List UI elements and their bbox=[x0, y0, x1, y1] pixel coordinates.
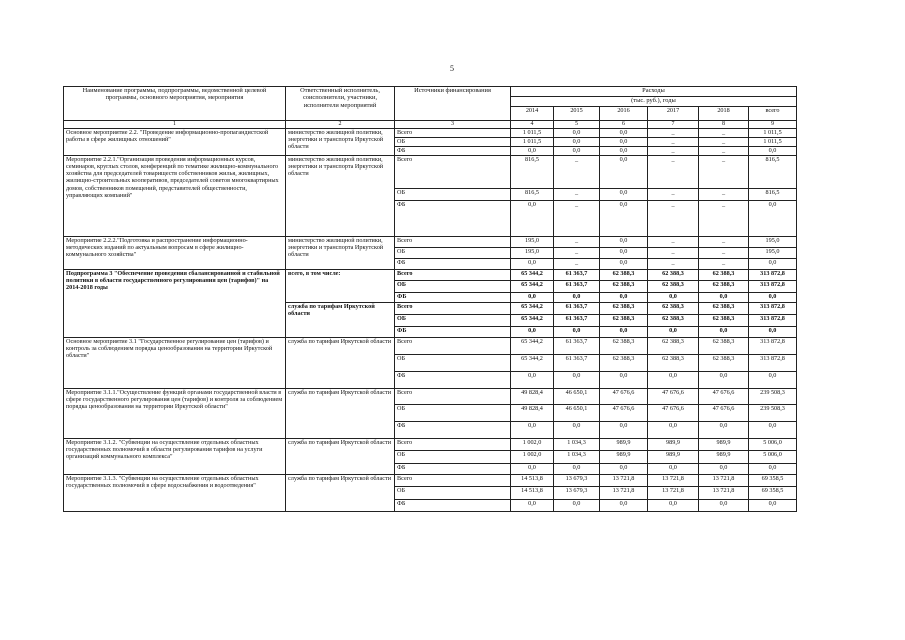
amount-cell: 49 828,4 bbox=[511, 389, 554, 405]
amount-cell: 0,0 bbox=[600, 422, 648, 439]
amount-cell: 62 388,3 bbox=[648, 338, 699, 355]
responsible-executor: служба по тарифам Иркутской области bbox=[286, 338, 395, 389]
amount-cell: _ bbox=[648, 259, 699, 270]
amount-cell: 69 358,5 bbox=[749, 475, 797, 487]
responsible-executor: министерство жилищной политики, энергетики и транспорта Иркутской области bbox=[286, 156, 395, 237]
amount-cell: 1 002,0 bbox=[511, 451, 554, 464]
amount-cell: _ bbox=[699, 129, 749, 138]
column-number: 4 bbox=[511, 121, 554, 129]
funding-source: ФБ bbox=[395, 372, 511, 389]
amount-cell: 0,0 bbox=[749, 464, 797, 475]
amount-cell: 0,0 bbox=[600, 138, 648, 147]
amount-cell: _ bbox=[648, 189, 699, 201]
amount-cell: 65 344,2 bbox=[511, 315, 554, 327]
funding-source: Всего bbox=[395, 129, 511, 138]
amount-cell: _ bbox=[554, 156, 600, 189]
year-header: всего bbox=[749, 107, 797, 121]
amount-cell: _ bbox=[648, 248, 699, 259]
amount-cell: 0,0 bbox=[600, 201, 648, 237]
amount-cell: 1 011,5 bbox=[511, 129, 554, 138]
amount-cell: _ bbox=[699, 138, 749, 147]
funding-source: Всего bbox=[395, 338, 511, 355]
amount-cell: 47 676,6 bbox=[600, 389, 648, 405]
table-row bbox=[64, 156, 797, 189]
activity-name: Мероприятие 2.2.2."Подготовка и распространение информационно-методических изданий по актуальным вопросам в сфере жилищно-коммунального хозяйства" bbox=[64, 237, 286, 270]
amount-cell: 0,0 bbox=[699, 500, 749, 512]
amount-cell: _ bbox=[648, 201, 699, 237]
responsible-executor: служба по тарифам Иркутской области bbox=[286, 475, 395, 512]
responsible-executor: служба по тарифам Иркутской области bbox=[286, 439, 395, 475]
column-number: 2 bbox=[286, 121, 395, 129]
amount-cell: 65 344,2 bbox=[511, 281, 554, 293]
amount-cell: 14 513,8 bbox=[511, 475, 554, 487]
amount-cell: 816,5 bbox=[749, 189, 797, 201]
amount-cell: 13 721,8 bbox=[648, 475, 699, 487]
year-header: 2017 bbox=[648, 107, 699, 121]
amount-cell: 195,0 bbox=[749, 237, 797, 248]
header-expenses: Расходы bbox=[511, 87, 797, 97]
funding-source: Всего bbox=[395, 303, 511, 315]
table-row bbox=[64, 129, 797, 138]
amount-cell: 0,0 bbox=[600, 372, 648, 389]
amount-cell: 239 508,3 bbox=[749, 389, 797, 405]
funding-source: ОБ bbox=[395, 487, 511, 500]
column-number: 9 bbox=[749, 121, 797, 129]
funding-source: ОБ bbox=[395, 189, 511, 201]
column-number: 3 bbox=[395, 121, 511, 129]
amount-cell: 5 006,0 bbox=[749, 439, 797, 451]
amount-cell: 0,0 bbox=[749, 293, 797, 303]
amount-cell: _ bbox=[554, 189, 600, 201]
activity-name: Мероприятие 2.2.1."Организация проведения информационных курсов, семинаров, круглых столов, конференций по тематике жилищно-коммунального хозяйства для председателей товариществ собственников жилья, жилищных, жилищно-строительных кооперативов, председателей советов многоквартирных домов, собственников помещений, представителей общественности, управляющих компаний" bbox=[64, 156, 286, 237]
amount-cell: 0,0 bbox=[600, 259, 648, 270]
amount-cell: 47 676,6 bbox=[648, 405, 699, 422]
funding-source: ФБ bbox=[395, 464, 511, 475]
amount-cell: 313 872,8 bbox=[749, 338, 797, 355]
amount-cell: 0,0 bbox=[600, 293, 648, 303]
amount-cell: 0,0 bbox=[749, 327, 797, 338]
amount-cell: _ bbox=[699, 248, 749, 259]
amount-cell: 46 650,1 bbox=[554, 389, 600, 405]
amount-cell: 989,9 bbox=[699, 439, 749, 451]
activity-name: Мероприятие 3.1.2. "Субвенции на осуществление отдельных областных государственных полномочий в области регулирования тарифов на услуги организаций коммунального комплекса" bbox=[64, 439, 286, 475]
amount-cell: 62 388,3 bbox=[600, 281, 648, 293]
funding-source: ОБ bbox=[395, 355, 511, 372]
column-number: 7 bbox=[648, 121, 699, 129]
page-number: 5 bbox=[450, 64, 454, 73]
amount-cell: 61 363,7 bbox=[554, 355, 600, 372]
amount-cell: 313 872,8 bbox=[749, 270, 797, 281]
amount-cell: 313 872,8 bbox=[749, 315, 797, 327]
amount-cell: _ bbox=[699, 156, 749, 189]
amount-cell: 61 363,7 bbox=[554, 338, 600, 355]
amount-cell: 0,0 bbox=[648, 422, 699, 439]
table-row bbox=[64, 270, 797, 281]
amount-cell: 0,0 bbox=[749, 201, 797, 237]
amount-cell: 0,0 bbox=[600, 327, 648, 338]
amount-cell: 62 388,3 bbox=[699, 315, 749, 327]
amount-cell: 49 828,4 bbox=[511, 405, 554, 422]
amount-cell: _ bbox=[554, 248, 600, 259]
amount-cell: 816,5 bbox=[511, 189, 554, 201]
amount-cell: _ bbox=[648, 156, 699, 189]
funding-source: Всего bbox=[395, 237, 511, 248]
amount-cell: 62 388,3 bbox=[600, 270, 648, 281]
header-source: Источники финансирования bbox=[395, 87, 511, 121]
funding-source: Всего bbox=[395, 389, 511, 405]
table-row bbox=[64, 338, 797, 355]
amount-cell: 0,0 bbox=[749, 500, 797, 512]
activity-name: Мероприятие 3.1.1."Осуществление функций органами государственной власти в сфере государственного регулирования цен (тарифов) и контроля за соблюдением порядка ценообразования на территории Иркутской области" bbox=[64, 389, 286, 439]
amount-cell: 65 344,2 bbox=[511, 338, 554, 355]
table-row bbox=[64, 237, 797, 248]
responsible-executor: министерство жилищной политики, энергетики и транспорта Иркутской области bbox=[286, 237, 395, 270]
year-header: 2015 bbox=[554, 107, 600, 121]
amount-cell: 0,0 bbox=[554, 372, 600, 389]
funding-source: ФБ bbox=[395, 147, 511, 156]
amount-cell: 0,0 bbox=[648, 327, 699, 338]
amount-cell: 13 721,8 bbox=[699, 475, 749, 487]
funding-source: ОБ bbox=[395, 138, 511, 147]
amount-cell: 0,0 bbox=[554, 327, 600, 338]
amount-cell: _ bbox=[699, 189, 749, 201]
amount-cell: 195,0 bbox=[511, 248, 554, 259]
funding-source: ОБ bbox=[395, 281, 511, 293]
funding-source: ФБ bbox=[395, 422, 511, 439]
amount-cell: 0,0 bbox=[511, 500, 554, 512]
amount-cell: 0,0 bbox=[600, 189, 648, 201]
amount-cell: 0,0 bbox=[648, 464, 699, 475]
amount-cell: 0,0 bbox=[699, 422, 749, 439]
activity-name: Мероприятие 3.1.3. "Субвенции на осуществление отдельных областных государственных полномочий в сфере водоснабжения и водоотведения" bbox=[64, 475, 286, 512]
amount-cell: 13 679,3 bbox=[554, 487, 600, 500]
amount-cell: 195,0 bbox=[511, 237, 554, 248]
amount-cell: 62 388,3 bbox=[699, 281, 749, 293]
amount-cell: 0,0 bbox=[511, 327, 554, 338]
amount-cell: 46 650,1 bbox=[554, 405, 600, 422]
column-number: 6 bbox=[600, 121, 648, 129]
amount-cell: 1 011,5 bbox=[749, 138, 797, 147]
amount-cell: 13 679,3 bbox=[554, 475, 600, 487]
amount-cell: 0,0 bbox=[554, 293, 600, 303]
amount-cell: 0,0 bbox=[600, 237, 648, 248]
responsible-executor: служба по тарифам Иркутской области bbox=[286, 389, 395, 439]
amount-cell: 61 363,7 bbox=[554, 303, 600, 315]
amount-cell: 0,0 bbox=[511, 293, 554, 303]
amount-cell: 5 006,0 bbox=[749, 451, 797, 464]
year-header: 2014 bbox=[511, 107, 554, 121]
amount-cell: 0,0 bbox=[749, 259, 797, 270]
header-name: Наименование программы, подпрограммы, ведомственной целевой программы, основного мероприятия, мероприятия bbox=[64, 87, 286, 121]
funding-source: ОБ bbox=[395, 248, 511, 259]
amount-cell: 989,9 bbox=[648, 451, 699, 464]
funding-source: Всего bbox=[395, 270, 511, 281]
amount-cell: 62 388,3 bbox=[648, 303, 699, 315]
amount-cell: 47 676,6 bbox=[648, 389, 699, 405]
funding-source: Всего bbox=[395, 439, 511, 451]
funding-source: ОБ bbox=[395, 315, 511, 327]
amount-cell: 14 513,8 bbox=[511, 487, 554, 500]
amount-cell: 69 358,5 bbox=[749, 487, 797, 500]
amount-cell: 816,5 bbox=[749, 156, 797, 189]
amount-cell: 0,0 bbox=[600, 147, 648, 156]
amount-cell: 62 388,3 bbox=[648, 355, 699, 372]
column-number: 5 bbox=[554, 121, 600, 129]
amount-cell: 0,0 bbox=[699, 372, 749, 389]
column-number: 1 bbox=[64, 121, 286, 129]
amount-cell: 65 344,2 bbox=[511, 355, 554, 372]
amount-cell: 1 002,0 bbox=[511, 439, 554, 451]
amount-cell: 0,0 bbox=[749, 422, 797, 439]
responsible-executor: всего, в том числе: bbox=[286, 270, 395, 303]
amount-cell: 989,9 bbox=[600, 439, 648, 451]
amount-cell: _ bbox=[554, 259, 600, 270]
funding-source: ФБ bbox=[395, 293, 511, 303]
amount-cell: 816,5 bbox=[511, 156, 554, 189]
amount-cell: 0,0 bbox=[648, 500, 699, 512]
amount-cell: 0,0 bbox=[600, 129, 648, 138]
amount-cell: 0,0 bbox=[511, 201, 554, 237]
amount-cell: 61 363,7 bbox=[554, 315, 600, 327]
amount-cell: 0,0 bbox=[600, 500, 648, 512]
amount-cell: 0,0 bbox=[554, 147, 600, 156]
amount-cell: _ bbox=[648, 147, 699, 156]
amount-cell: 989,9 bbox=[600, 451, 648, 464]
amount-cell: 62 388,3 bbox=[600, 355, 648, 372]
amount-cell: 62 388,3 bbox=[600, 338, 648, 355]
amount-cell: 0,0 bbox=[600, 156, 648, 189]
amount-cell: 62 388,3 bbox=[600, 315, 648, 327]
amount-cell: 0,0 bbox=[554, 464, 600, 475]
amount-cell: 0,0 bbox=[554, 422, 600, 439]
table-row bbox=[64, 439, 797, 451]
funding-source: ФБ bbox=[395, 259, 511, 270]
amount-cell: 13 721,8 bbox=[648, 487, 699, 500]
header-responsible: Ответственный исполнитель, соисполнители, участники, исполнители мероприятий bbox=[286, 87, 395, 121]
amount-cell: 1 034,3 bbox=[554, 451, 600, 464]
funding-source: ФБ bbox=[395, 327, 511, 338]
funding-source: Всего bbox=[395, 475, 511, 487]
amount-cell: _ bbox=[699, 259, 749, 270]
amount-cell: _ bbox=[699, 147, 749, 156]
amount-cell: 0,0 bbox=[648, 293, 699, 303]
year-header: 2018 bbox=[699, 107, 749, 121]
amount-cell: 0,0 bbox=[511, 372, 554, 389]
amount-cell: 195,0 bbox=[749, 248, 797, 259]
responsible-executor: служба по тарифам Иркутской области bbox=[286, 303, 395, 338]
amount-cell: 989,9 bbox=[699, 451, 749, 464]
year-header: 2016 bbox=[600, 107, 648, 121]
amount-cell: 989,9 bbox=[648, 439, 699, 451]
column-number: 8 bbox=[699, 121, 749, 129]
amount-cell: 62 388,3 bbox=[699, 338, 749, 355]
amount-cell: _ bbox=[648, 129, 699, 138]
amount-cell: _ bbox=[699, 201, 749, 237]
responsible-executor: министерство жилищной политики, энергетики и транспорта Иркутской области bbox=[286, 129, 395, 156]
amount-cell: 0,0 bbox=[600, 464, 648, 475]
amount-cell: 62 388,3 bbox=[600, 303, 648, 315]
amount-cell: 62 388,3 bbox=[648, 281, 699, 293]
amount-cell: 62 388,3 bbox=[648, 315, 699, 327]
funding-source: ОБ bbox=[395, 405, 511, 422]
amount-cell: _ bbox=[699, 237, 749, 248]
amount-cell: 13 721,8 bbox=[699, 487, 749, 500]
table-row bbox=[64, 475, 797, 487]
amount-cell: 0,0 bbox=[600, 248, 648, 259]
amount-cell: 61 363,7 bbox=[554, 270, 600, 281]
amount-cell: _ bbox=[648, 237, 699, 248]
amount-cell: 47 676,6 bbox=[699, 389, 749, 405]
amount-cell: 13 721,8 bbox=[600, 475, 648, 487]
amount-cell: 0,0 bbox=[511, 422, 554, 439]
header-units: (тыс. руб.), годы bbox=[511, 97, 797, 107]
amount-cell: _ bbox=[554, 201, 600, 237]
amount-cell: 65 344,2 bbox=[511, 270, 554, 281]
amount-cell: _ bbox=[554, 237, 600, 248]
amount-cell: 0,0 bbox=[699, 464, 749, 475]
amount-cell: 13 721,8 bbox=[600, 487, 648, 500]
amount-cell: 62 388,3 bbox=[699, 303, 749, 315]
amount-cell: 47 676,6 bbox=[600, 405, 648, 422]
funding-source: Всего bbox=[395, 156, 511, 189]
amount-cell: 0,0 bbox=[511, 464, 554, 475]
amount-cell: _ bbox=[648, 138, 699, 147]
amount-cell: 0,0 bbox=[511, 147, 554, 156]
amount-cell: 1 011,5 bbox=[511, 138, 554, 147]
amount-cell: 61 363,7 bbox=[554, 281, 600, 293]
amount-cell: 0,0 bbox=[554, 138, 600, 147]
amount-cell: 47 676,6 bbox=[699, 405, 749, 422]
amount-cell: 62 388,3 bbox=[648, 270, 699, 281]
amount-cell: 0,0 bbox=[511, 259, 554, 270]
funding-source: ФБ bbox=[395, 500, 511, 512]
amount-cell: 0,0 bbox=[699, 293, 749, 303]
amount-cell: 0,0 bbox=[554, 500, 600, 512]
amount-cell: 0,0 bbox=[749, 147, 797, 156]
amount-cell: 1 034,3 bbox=[554, 439, 600, 451]
funding-source: ОБ bbox=[395, 451, 511, 464]
funding-source: ФБ bbox=[395, 201, 511, 237]
amount-cell: 239 508,3 bbox=[749, 405, 797, 422]
activity-name: Основное мероприятие 3.1 "Государственное регулирование цен (тарифов) и контроль за соблюдением порядка ценообразования на территории Иркутской области" bbox=[64, 338, 286, 389]
amount-cell: 313 872,8 bbox=[749, 281, 797, 293]
table-row bbox=[64, 389, 797, 405]
amount-cell: 0,0 bbox=[749, 372, 797, 389]
amount-cell: 313 872,8 bbox=[749, 303, 797, 315]
subprogram-name: Подпрограмма 3 "Обеспечение проведения сбалансированной и стабильной политики в области государственного регулирования цен (тарифов)" на 2014-2018 годы bbox=[64, 270, 286, 338]
amount-cell: 62 388,3 bbox=[699, 270, 749, 281]
amount-cell: 0,0 bbox=[554, 129, 600, 138]
amount-cell: 0,0 bbox=[648, 372, 699, 389]
amount-cell: 313 872,8 bbox=[749, 355, 797, 372]
activity-name: Основное мероприятие 2.2. "Проведение информационно-пропагандистской работы в сфере жилищных отношений" bbox=[64, 129, 286, 156]
amount-cell: 62 388,3 bbox=[699, 355, 749, 372]
expenses-table bbox=[63, 86, 797, 512]
amount-cell: 1 011,5 bbox=[749, 129, 797, 138]
amount-cell: 0,0 bbox=[699, 327, 749, 338]
amount-cell: 65 344,2 bbox=[511, 303, 554, 315]
